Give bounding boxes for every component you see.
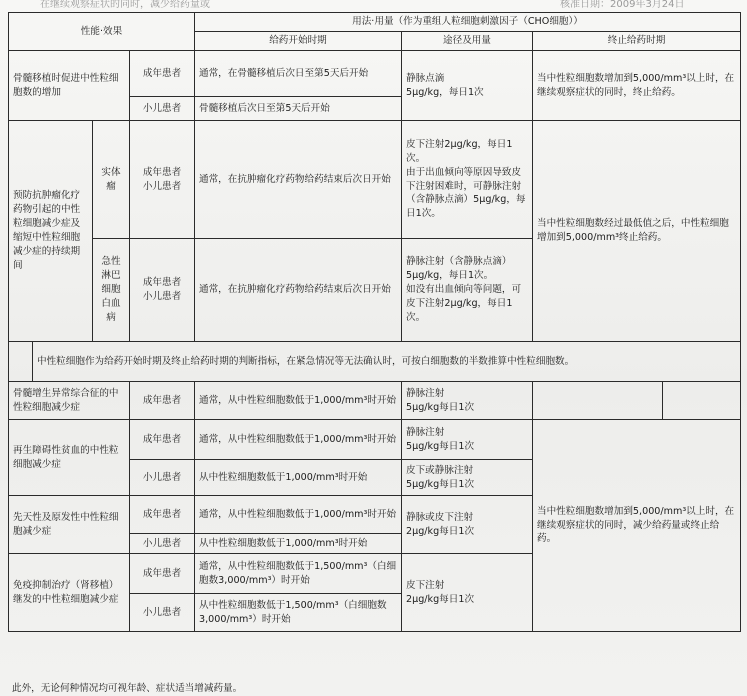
start-leuk: 通常，在抗肿瘤化疗药物给药结束后次日开始 xyxy=(195,239,402,342)
patient-child-immuno: 小儿患者 xyxy=(130,594,195,632)
dosage-table xyxy=(8,12,741,632)
footer-note: 此外，无论何种情况均可视年龄、症状适当增减药量。 xyxy=(12,683,243,694)
route-mds: 静脉注射 5μg/kg每日1次 xyxy=(402,382,533,420)
judgement-note: 中性粒细胞作为给药开始时期及终止给药时期的判断指标，在紧急情况等无法确认时，可按白细胞数的半数推算中性粒细胞数。 xyxy=(33,342,741,382)
header-start: 给药开始时期 xyxy=(195,32,402,51)
start-congenital-child: 从中性粒细胞数低于1,000/mm³时开始 xyxy=(195,534,402,554)
effect-aplastic: 再生障碍性贫血的中性粒细胞减少症 xyxy=(9,420,130,496)
disease-solid-tumor: 实体瘤 xyxy=(93,121,130,239)
route-leuk: 静脉注射（含静脉点滴）5μg/kg，每日1次。 如没有出血倾向等问题，可皮下注射2μg/kg，每日1次。 xyxy=(402,239,533,342)
patient-adult-mds: 成年患者 xyxy=(130,382,195,420)
patient-child: 小儿患者 xyxy=(130,97,195,121)
header-effect: 性能·效果 xyxy=(9,13,195,51)
effect-mds: 骨髓增生异常综合征的中性粒细胞减少症 xyxy=(9,382,130,420)
bleed-text-right: 核准日期：2009年3月24日 xyxy=(560,0,685,10)
start-aplastic-child: 从中性粒细胞数低于1,000/mm³时开始 xyxy=(195,460,402,496)
start-congenital-adult: 通常，从中性粒细胞数低于1,000/mm³时开始 xyxy=(195,496,402,534)
bleed-text-left: 在继续观察症状的同时，减少给药量或 xyxy=(40,0,210,10)
patients-leuk: 成年患者 小儿患者 xyxy=(130,239,195,342)
patient-adult: 成年患者 xyxy=(130,51,195,97)
effect-congenital: 先天性及原发性中性粒细胞减少症 xyxy=(9,496,130,554)
header-route: 途径及用量 xyxy=(402,32,533,51)
previous-page-bleed xyxy=(0,0,747,12)
patient-adult-aplastic: 成年患者 xyxy=(130,420,195,460)
route-congenital: 静脉或皮下注射 2μg/kg每日1次 xyxy=(402,496,533,554)
route-bmt: 静脉点滴 5μg/kg，每日1次 xyxy=(402,51,533,121)
blank-mds-right xyxy=(663,382,741,420)
effect-chemo: 预防抗肿瘤化疗药物引起的中性粒细胞减少症及缩短中性粒细胞减少症的持续期间 xyxy=(9,121,93,342)
effect-bmt: 骨髓移植时促进中性粒细胞数的增加 xyxy=(9,51,130,121)
disease-all: 急性淋巴细胞白血病 xyxy=(93,239,130,342)
start-aplastic-adult: 通常，从中性粒细胞数低于1,000/mm³时开始 xyxy=(195,420,402,460)
patient-child-congenital: 小儿患者 xyxy=(130,534,195,554)
start-immuno-child: 从中性粒细胞数低于1,500/mm³（白细胞数3,000/mm³）时开始 xyxy=(195,594,402,632)
patient-adult-immuno: 成年患者 xyxy=(130,554,195,594)
patient-adult-congenital: 成年患者 xyxy=(130,496,195,534)
route-aplastic-child: 皮下或静脉注射 5μg/kg每日1次 xyxy=(402,460,533,496)
start-immuno-adult: 通常，从中性粒细胞数低于1,500/mm³（白细胞数3,000/mm³）时开始 xyxy=(195,554,402,594)
header-usage: 用法·用量（作为重组人粒细胞刺激因子（CHO细胞）） xyxy=(195,13,741,32)
stop-chemo: 当中性粒细胞数经过最低值之后，中性粒细胞增加到5,000/mm³终止给药。 xyxy=(533,121,741,342)
start-bmt-child: 骨髓移植后次日至第5天后开始 xyxy=(195,97,402,121)
patient-child-aplastic: 小儿患者 xyxy=(130,460,195,496)
route-aplastic-adult: 静脉注射 5μg/kg每日1次 xyxy=(402,420,533,460)
note-spacer xyxy=(9,342,33,382)
start-bmt-adult: 通常，在骨髓移植后次日至第5天后开始 xyxy=(195,51,402,97)
effect-immuno: 免疫抑制治疗（肾移植）继发的中性粒细胞减少症 xyxy=(9,554,130,632)
stop-lower: 当中性粒细胞数增加到5,000/mm³以上时，在继续观察症状的同时，减少给药量或终止给药。 xyxy=(533,420,741,632)
stop-blank-mds xyxy=(533,382,663,420)
header-stop: 终止给药时期 xyxy=(533,32,741,51)
start-solid: 通常，在抗肿瘤化疗药物给药结束后次日开始 xyxy=(195,121,402,239)
patients-solid: 成年患者 小儿患者 xyxy=(130,121,195,239)
stop-bmt: 当中性粒细胞数增加到5,000/mm³以上时，在继续观察症状的同时，终止给药。 xyxy=(533,51,741,121)
route-solid: 皮下注射2μg/kg，每日1次。 由于出血倾向等原因导致皮下注射困难时，可静脉注射（含静脉点滴）5μg/kg，每日1次。 xyxy=(402,121,533,239)
start-mds: 通常，从中性粒细胞数低于1,000/mm³时开始 xyxy=(195,382,402,420)
route-immuno: 皮下注射 2μg/kg每日1次 xyxy=(402,554,533,632)
